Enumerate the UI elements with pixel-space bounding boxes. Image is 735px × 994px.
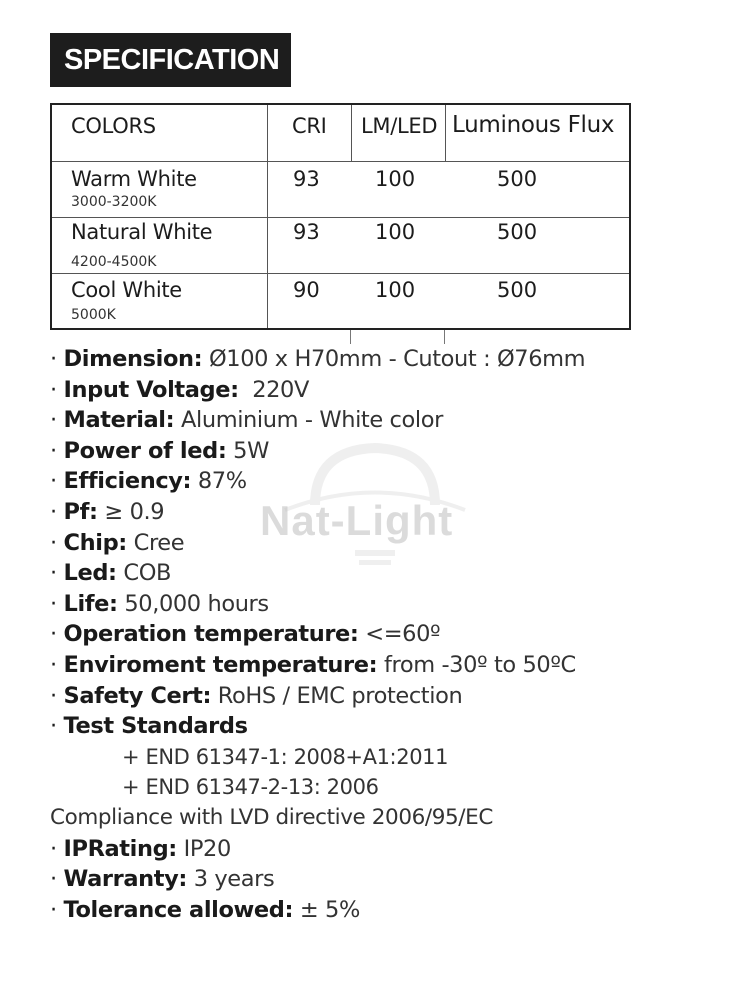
spec-value: <=60º: [358, 621, 441, 648]
row-cri: 93: [293, 220, 320, 244]
spec-key: Tolerance allowed:: [63, 896, 294, 923]
spec-ip-rating: [50, 834, 730, 865]
spec-pf: [50, 497, 730, 528]
row-cri: 90: [293, 278, 320, 302]
bullet: ·: [50, 376, 57, 403]
spec-key: Operation temperature:: [63, 621, 359, 648]
row-color-name: Warm White: [71, 167, 197, 191]
bullet: ·: [50, 407, 57, 434]
row-color-name: Natural White: [71, 220, 213, 244]
bullet: ·: [50, 713, 57, 740]
bullet: ·: [50, 682, 57, 709]
spec-value: 3 years: [186, 866, 275, 893]
spec-dimension: [50, 344, 730, 375]
spec-efficiency: [50, 466, 730, 497]
row-flux: 500: [497, 278, 538, 302]
standard-item: + END 61347-1: 2008+A1:2011: [122, 744, 449, 769]
spec-value: ≥ 0.9: [97, 498, 165, 525]
spec-title-text: SPECIFICATION: [64, 43, 280, 76]
spec-value: ± 5%: [293, 896, 360, 923]
spec-key: Pf:: [63, 498, 98, 525]
spec-value: RoHS / EMC protection: [211, 682, 463, 709]
spec-key: Life:: [63, 590, 118, 617]
compliance-text: Compliance with LVD directive 2006/95/EC: [50, 804, 493, 830]
spec-value: 87%: [191, 468, 247, 495]
row-color-name: Cool White: [71, 278, 182, 302]
row-flux: 500: [497, 167, 538, 191]
spec-key: Material:: [63, 407, 175, 434]
spec-key: Test Standards: [63, 713, 248, 740]
column-header-cri: CRI: [292, 114, 327, 138]
spec-key: Enviroment temperature:: [63, 651, 378, 678]
row-color-temp: 3000-3200K: [71, 194, 157, 210]
spec-title: [50, 33, 291, 87]
row-cri: 93: [293, 167, 320, 191]
spec-value: Aluminium - White color: [174, 407, 443, 434]
standard-item: + END 61347-2-13: 2006: [122, 775, 379, 800]
spec-test-standards: [50, 711, 730, 742]
column-header-lm-led: LM/LED: [361, 114, 438, 138]
bullet: ·: [50, 896, 57, 923]
spec-value: Cree: [126, 529, 185, 556]
spec-tolerance: [50, 895, 730, 926]
spec-safety-cert: [50, 681, 730, 712]
table-divider: [52, 217, 629, 218]
spec-environment-temperature: [50, 650, 730, 681]
column-header-colors: COLORS: [71, 114, 156, 138]
bullet: ·: [50, 437, 57, 464]
table-tick: [350, 330, 351, 344]
bullet: ·: [50, 529, 57, 556]
bullet: ·: [50, 866, 57, 893]
row-color-temp: 4200-4500K: [71, 254, 157, 270]
row-lm-led: 100: [375, 167, 416, 191]
bullet: ·: [50, 560, 57, 587]
column-header-luminous-flux: Luminous Flux: [452, 112, 615, 138]
spec-led: [50, 558, 730, 589]
spec-value: Ø100 x H70mm - Cutout : Ø76mm: [202, 346, 586, 372]
spec-value: 5W: [226, 437, 269, 464]
table-divider: [351, 105, 352, 161]
bullet: ·: [50, 468, 57, 495]
spec-key: Power of led:: [63, 437, 227, 464]
spec-key: Led:: [63, 560, 117, 587]
spec-value: 50,000 hours: [117, 590, 269, 617]
bullet: ·: [50, 590, 57, 617]
spec-material: [50, 405, 730, 436]
spec-key: IPRating:: [63, 835, 177, 862]
spec-list: [50, 344, 730, 925]
bullet: ·: [50, 346, 57, 372]
row-flux: 500: [497, 220, 538, 244]
spec-key: Safety Cert:: [63, 682, 212, 709]
row-color-temp: 5000K: [71, 307, 116, 323]
watermark-text: Nat-Light: [260, 497, 454, 544]
spec-key: Warranty:: [63, 866, 187, 893]
spec-operation-temperature: [50, 619, 730, 650]
spec-power: [50, 436, 730, 467]
spec-value: from -30º to 50ºC: [377, 651, 576, 678]
spec-value: COB: [116, 560, 172, 587]
bullet: ·: [50, 835, 57, 862]
table-divider: [52, 273, 629, 274]
table-tick: [444, 330, 445, 344]
table-divider: [52, 161, 629, 162]
spec-life: [50, 589, 730, 620]
bullet: ·: [50, 498, 57, 525]
spec-key: Dimension:: [63, 346, 203, 372]
spec-value: IP20: [176, 835, 231, 862]
spec-table: [50, 103, 631, 330]
table-divider: [445, 105, 446, 161]
spec-chip: [50, 528, 730, 559]
spec-value: 220V: [238, 376, 309, 403]
row-lm-led: 100: [375, 278, 416, 302]
spec-input-voltage: [50, 375, 730, 406]
spec-key: Chip:: [63, 529, 127, 556]
table-divider: [267, 105, 268, 328]
spec-key: Input Voltage:: [63, 376, 239, 403]
spec-warranty: [50, 864, 730, 895]
spec-key: Efficiency:: [63, 468, 192, 495]
bullet: ·: [50, 651, 57, 678]
bullet: ·: [50, 621, 57, 648]
row-lm-led: 100: [375, 220, 416, 244]
